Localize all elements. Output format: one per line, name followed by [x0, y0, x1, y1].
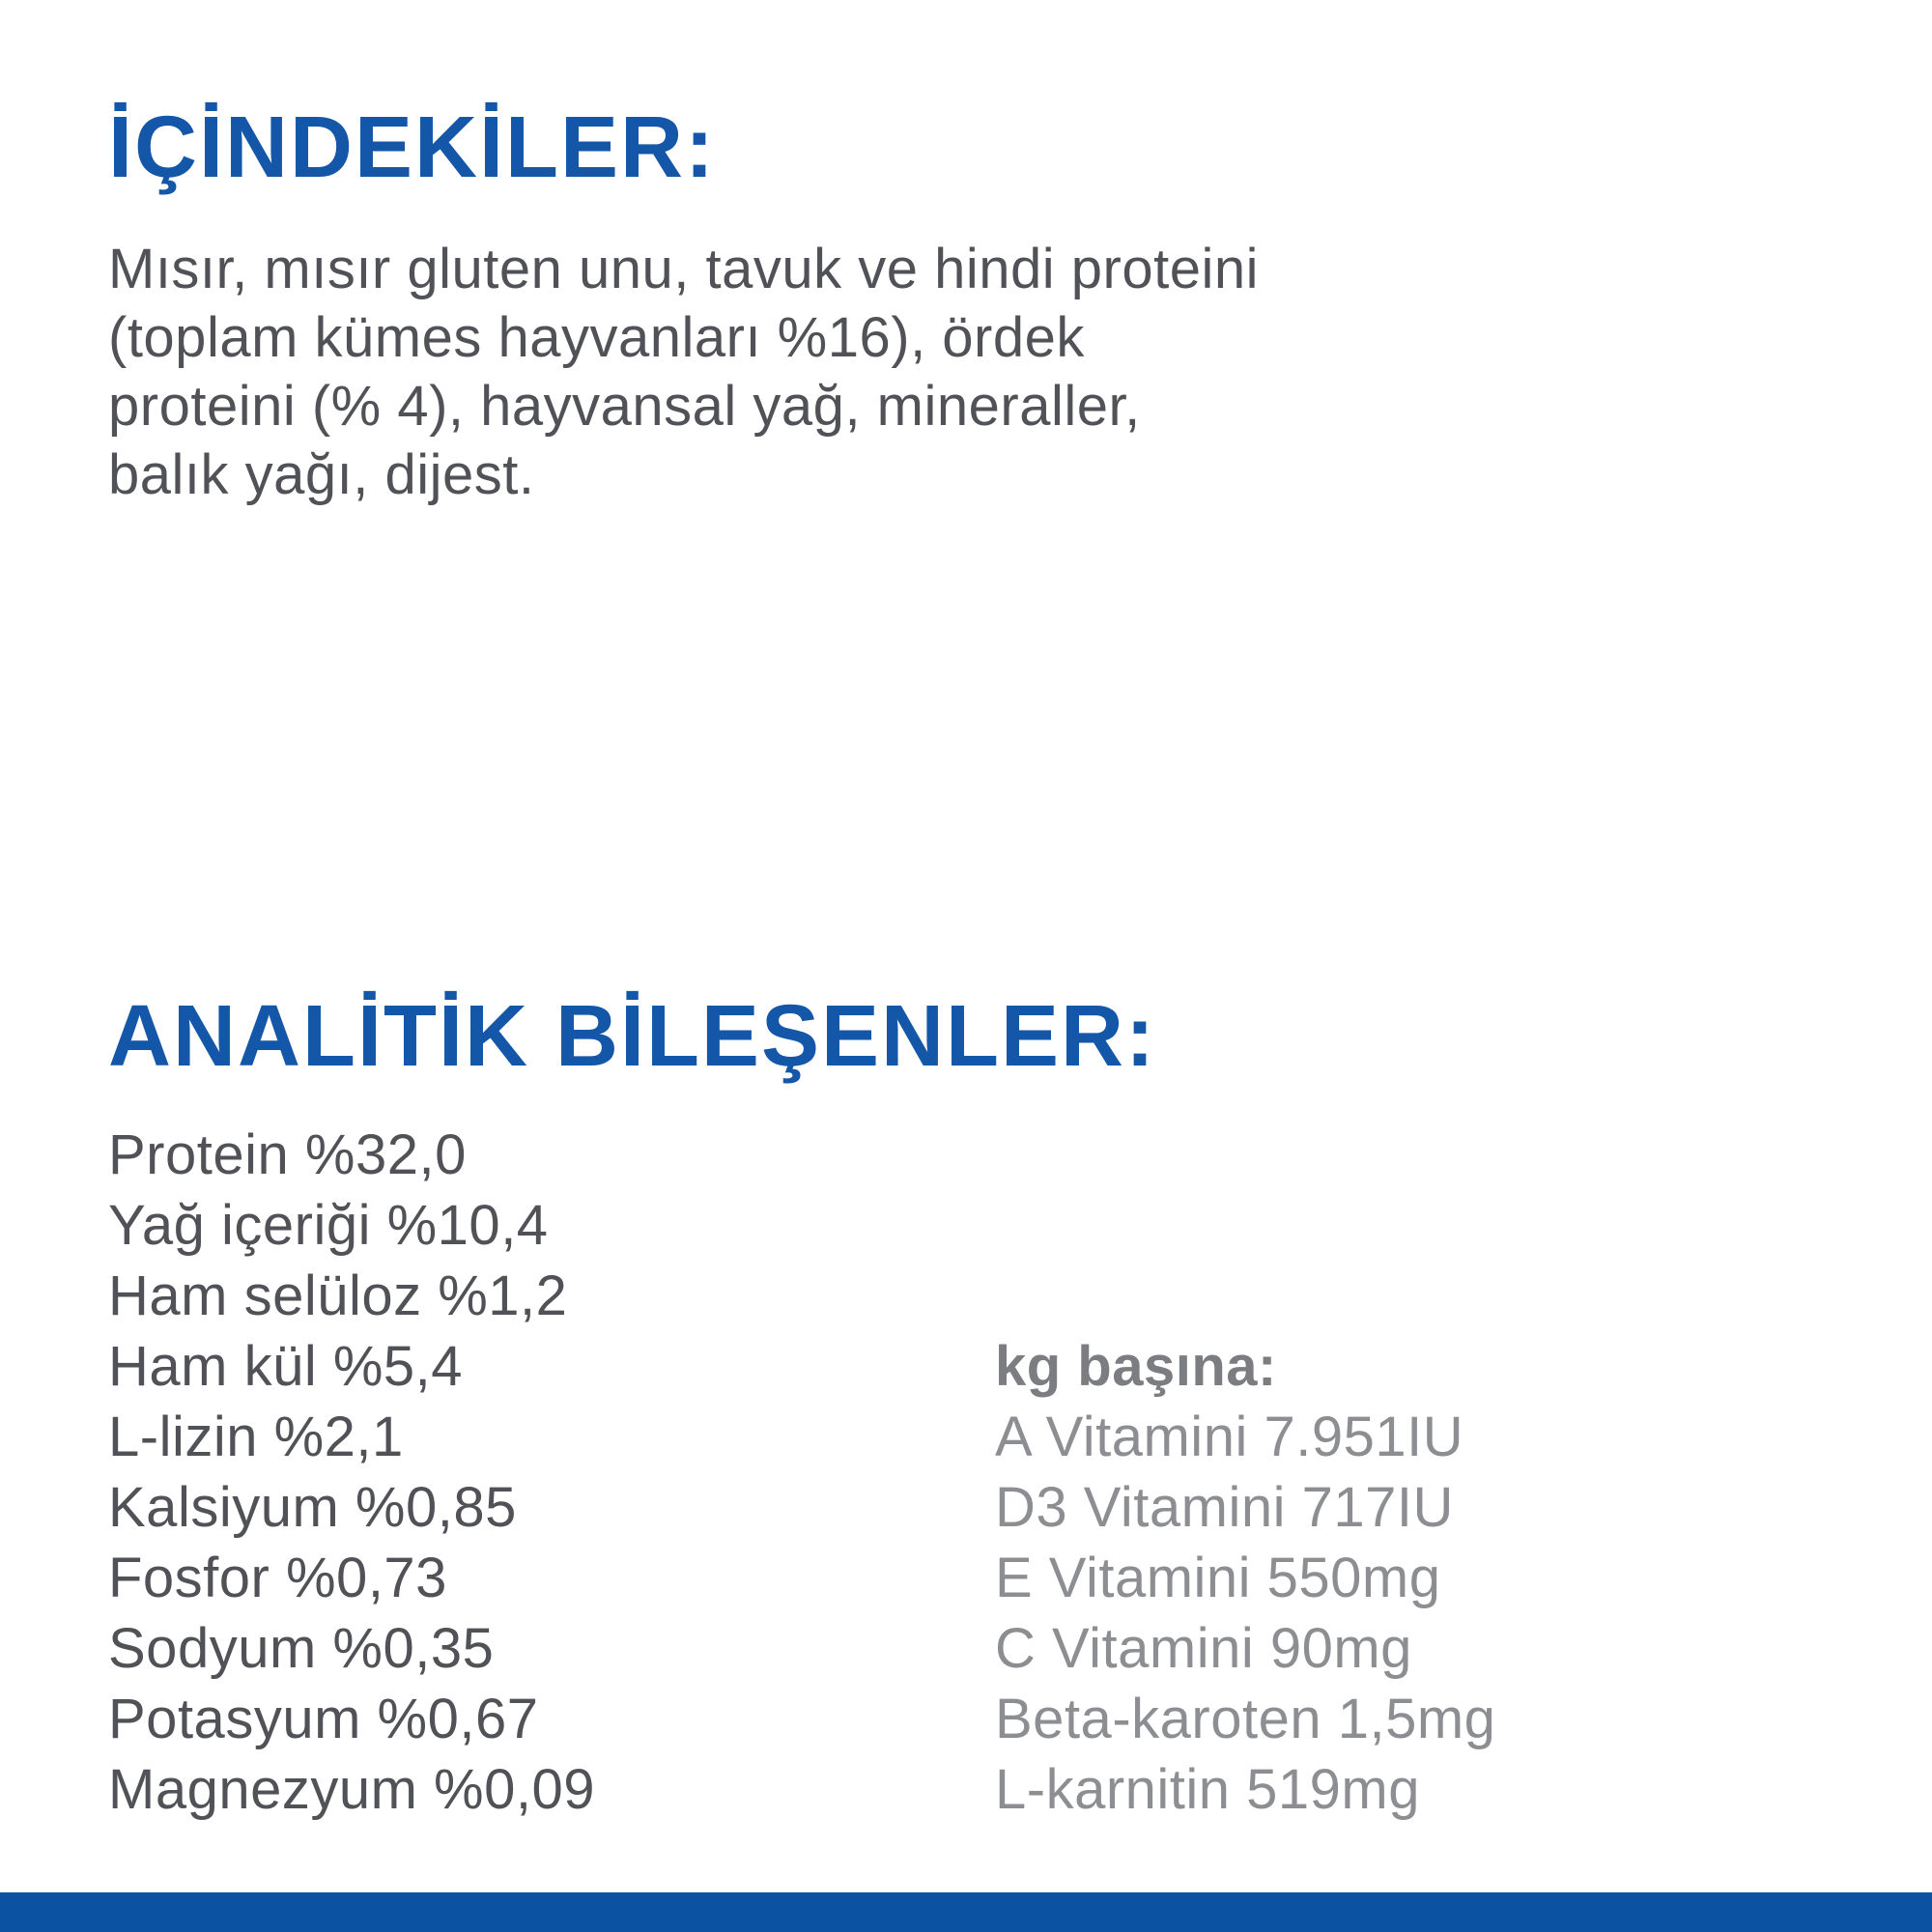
analytic-item: Sodyum %0,35: [108, 1617, 495, 1680]
vitamin-item: Beta-karoten 1,5mg: [995, 1688, 1496, 1750]
ingredients-line: Mısır, mısır gluten unu, tavuk ve hindi proteini: [108, 238, 1259, 300]
ingredients-paragraph: [108, 235, 1259, 509]
analytic-item: Protein %32,0: [108, 1123, 467, 1186]
ingredients-line: proteini (% 4), hayvansal yağ, mineraller,: [108, 375, 1141, 438]
analytic-item: Potasyum %0,67: [108, 1688, 539, 1750]
analytic-item: Magnezyum %0,09: [108, 1758, 595, 1821]
analytic-item: L-lizin %2,1: [108, 1406, 404, 1468]
analytic-item: Ham kül %5,4: [108, 1335, 464, 1398]
analytic-item: Kalsiyum %0,85: [108, 1476, 517, 1539]
vitamin-item: A Vitamini 7.951IU: [995, 1406, 1464, 1468]
analytic-components-list: [108, 1120, 595, 1825]
analytic-item: Ham selüloz %1,2: [108, 1264, 568, 1327]
ingredients-section-title: İÇİNDEKİLER:: [108, 99, 716, 196]
analytic-item: Yağ içeriği %10,4: [108, 1194, 549, 1257]
footer-accent-bar: [0, 1892, 1932, 1932]
vitamin-item: E Vitamini 550mg: [995, 1547, 1441, 1609]
ingredients-line: (toplam kümes hayvanları %16), ördek: [108, 306, 1085, 369]
per-kg-vitamins-list: [995, 1331, 1495, 1825]
vitamin-item: L-karnitin 519mg: [995, 1758, 1420, 1821]
analytic-item: Fosfor %0,73: [108, 1547, 447, 1609]
per-kg-header: kg başına:: [995, 1335, 1277, 1398]
ingredients-line: balık yağı, dijest.: [108, 443, 535, 506]
vitamin-item: C Vitamini 90mg: [995, 1617, 1412, 1680]
vitamin-item: D3 Vitamini 717IU: [995, 1476, 1454, 1539]
analytics-section-title: ANALİTİK BİLEŞENLER:: [108, 988, 1156, 1085]
